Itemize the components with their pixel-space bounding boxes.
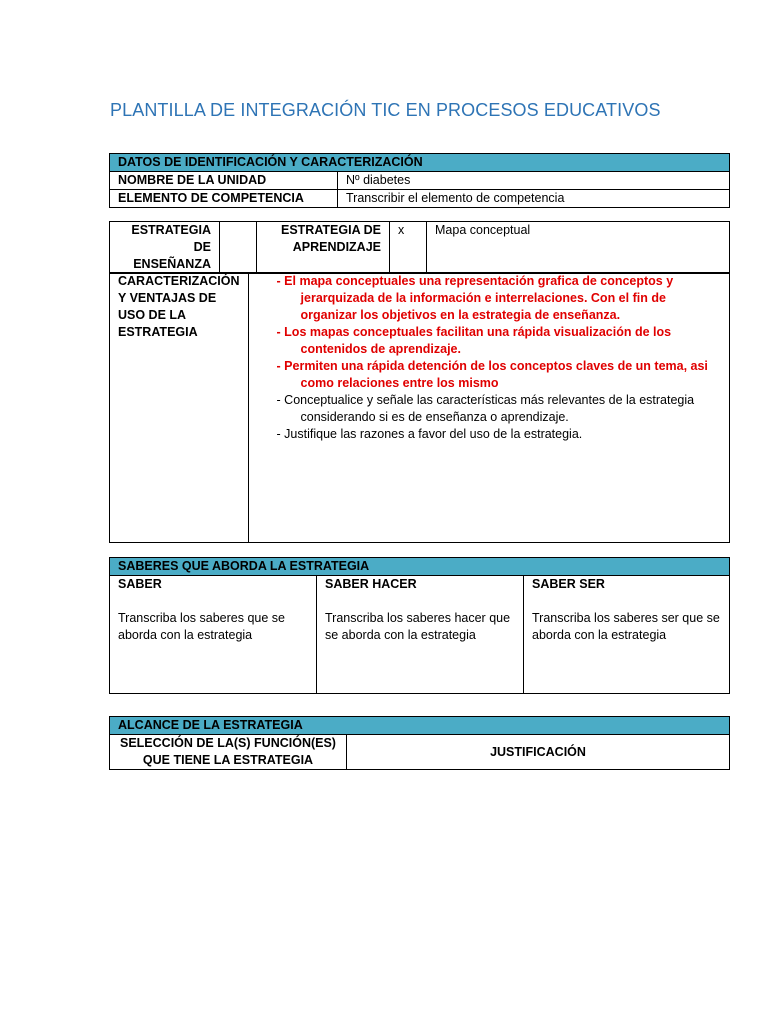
characterization-item: - Los mapas conceptuales facilitan una rápida visualización de los contenidos de aprendizaje.	[276, 325, 672, 356]
functions-label: SELECCIÓN DE LA(S) FUNCIÓN(ES) QUE TIENE LA ESTRATEGIA	[110, 735, 347, 770]
knowledge-col-saber-hacer	[317, 576, 524, 694]
identification-header: DATOS DE IDENTIFICACIÓN Y CARACTERIZACIÓN	[110, 154, 730, 172]
document-title: PLANTILLA DE INTEGRACIÓN TIC EN PROCESOS EDUCATIVOS	[110, 100, 661, 120]
characterization-content	[248, 273, 729, 543]
identification-table	[109, 153, 730, 208]
unit-value: Nº diabetes	[338, 172, 730, 190]
teaching-strategy-label-line2: ENSEÑANZA	[133, 257, 211, 271]
knowledge-col-saber-ser	[524, 576, 730, 694]
characterization-item: - Justifique las razones a favor del uso de la estrategia.	[276, 427, 583, 441]
teaching-strategy-label-line1: ESTRATEGIA DE	[131, 223, 211, 254]
characterization-label: CARACTERIZACIÓN Y VENTAJAS DE USO DE LA ESTRATEGIA	[110, 273, 249, 543]
learning-strategy-mark: x	[390, 222, 427, 274]
saber-title: SABER	[118, 577, 162, 591]
teaching-strategy-label	[110, 222, 220, 274]
strategy-name: Mapa conceptual	[427, 222, 730, 274]
competence-label: ELEMENTO DE COMPETENCIA	[110, 190, 338, 208]
justification-label: JUSTIFICACIÓN	[347, 735, 730, 770]
scope-table	[109, 716, 730, 770]
saber-ser-title: SABER SER	[532, 577, 605, 591]
scope-header: ALCANCE DE LA ESTRATEGIA	[110, 717, 730, 735]
competence-value: Transcribir el elemento de competencia	[338, 190, 730, 208]
knowledge-header: SABERES QUE ABORDA LA ESTRATEGIA	[110, 558, 730, 576]
characterization-item: - Conceptualice y señale las características más relevantes de la estrategia considerando si es de enseñanza o aprendizaje.	[276, 393, 695, 424]
knowledge-table	[109, 557, 730, 694]
knowledge-col-saber	[110, 576, 317, 694]
saber-hacer-title: SABER HACER	[325, 577, 417, 591]
saber-hacer-text: Transcriba los saberes hacer que se aborda con la estrategia	[325, 611, 511, 642]
strategy-table	[109, 221, 730, 274]
learning-strategy-label-line2: APRENDIZAJE	[292, 240, 381, 254]
unit-label: NOMBRE DE LA UNIDAD	[110, 172, 338, 190]
characterization-table	[109, 272, 730, 543]
teaching-strategy-mark	[220, 222, 257, 274]
characterization-item: - El mapa conceptuales una representación grafica de conceptos y jerarquizada de la información e interrelaciones. Con el fin de organizar los objetivos en la estrategia de enseñanza.	[276, 274, 674, 322]
learning-strategy-label-line1: ESTRATEGIA DE	[280, 223, 381, 237]
saber-ser-text: Transcriba los saberes ser que se aborda con la estrategia	[532, 611, 720, 642]
saber-text: Transcriba los saberes que se aborda con la estrategia	[118, 611, 285, 642]
learning-strategy-label	[257, 222, 390, 274]
characterization-item: - Permiten una rápida detención de los conceptos claves de un tema, asi como relaciones entre los mismo	[276, 359, 708, 390]
